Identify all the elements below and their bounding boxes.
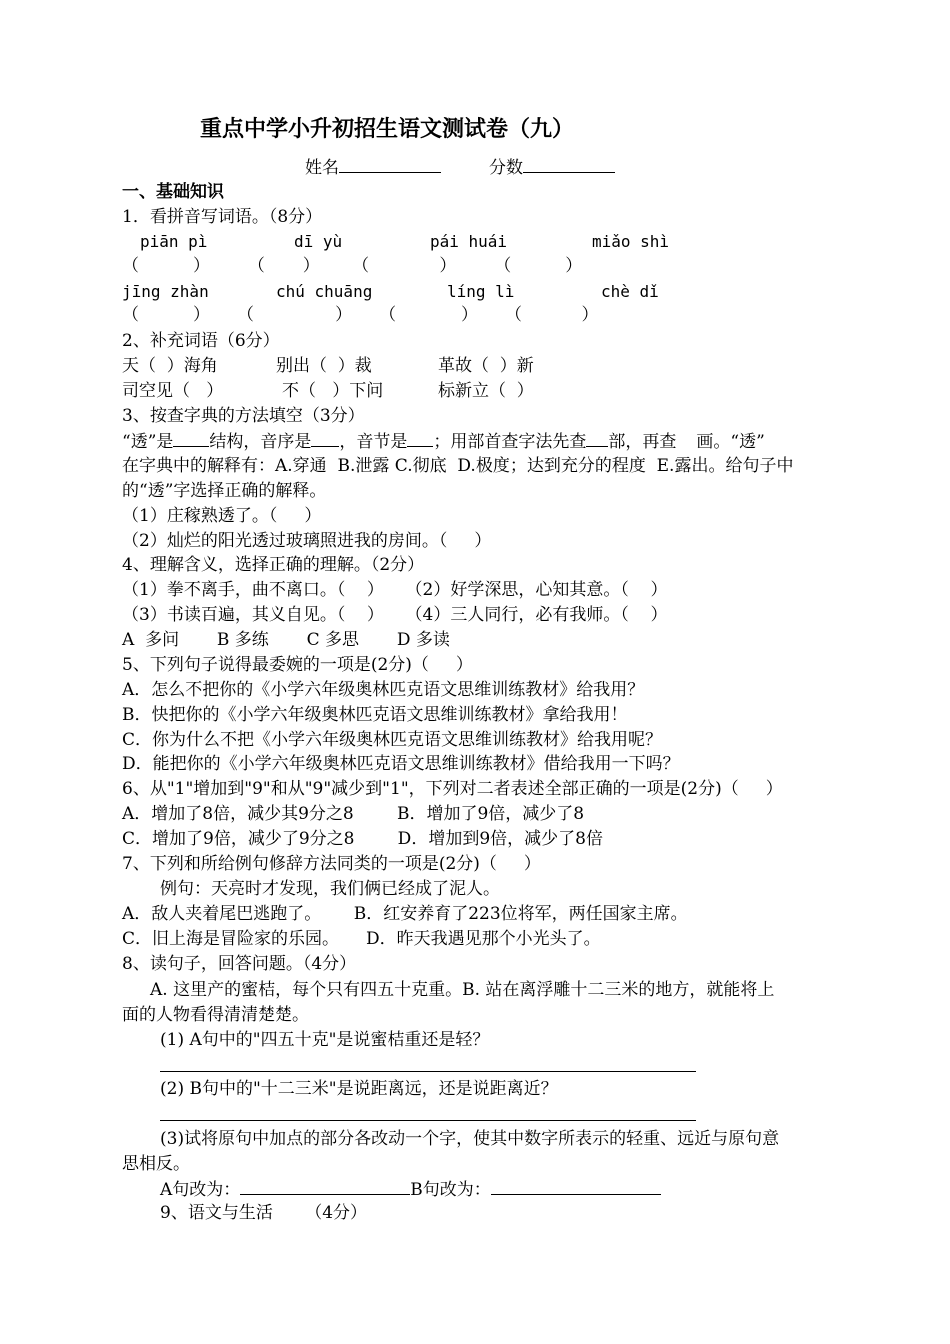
question-9-title: 9、语文与生活 （4分） xyxy=(160,1203,368,1223)
answer-blank[interactable] xyxy=(311,430,339,447)
option-c: C．你为什么不把《小学六年级奥林匹克语文思维训练教材》给我用呢？ xyxy=(122,730,663,750)
answer-line[interactable] xyxy=(160,1120,696,1121)
a-rewrite-label: A句改为： xyxy=(160,1180,241,1200)
option-row: A．增加了8倍，减少其9分之8 B．增加了9倍，减少了8 xyxy=(122,804,585,824)
question-2-title: 2、补充词语（6分） xyxy=(122,331,280,351)
answer-blank[interactable] xyxy=(407,430,433,447)
section-heading: 一、基础知识 xyxy=(122,182,224,202)
option-row: C．旧上海是冒险家的乐园。 D．昨天我遇见那个小光头了。 xyxy=(122,929,601,949)
option-b: B．快把你的《小学六年级奥林匹克语文思维训练教材》拿给我用！ xyxy=(122,705,628,725)
answer-line[interactable] xyxy=(160,1071,696,1072)
answer-parens-row[interactable]: （ ） （ ） （ ） （ ） xyxy=(122,305,599,325)
answer-blank[interactable] xyxy=(586,430,608,447)
sub-question: (3)试将原句中加点的部分各改动一个字，使其中数字所表示的轻重、远近与原句意 xyxy=(160,1129,780,1149)
question-5-title: 5、下列句子说得最委婉的一项是(2分)（ ） xyxy=(122,655,473,675)
pinyin-5: jīng zhàn xyxy=(122,282,209,301)
sub-item: （3）书读百遍，其义自见。（ ） （4）三人同行，必有我师。（ ） xyxy=(122,605,668,625)
sub-item: （2）灿烂的阳光透过玻璃照进我的房间。（ ） xyxy=(122,531,492,551)
pinyin-7: líng lì xyxy=(447,282,515,301)
name-score-line xyxy=(305,156,615,179)
answer-parens-row[interactable]: （ ） （ ） （ ） （ ） xyxy=(122,256,583,276)
option-d: D．能把你的《小学六年级奥林匹克语文思维训练教材》借给我用一下吗？ xyxy=(122,754,680,774)
question-3-line: “透”是 结构，音序是 ，音节是 ；用部首查字法先查 部，再查 画。“透” xyxy=(122,432,765,452)
pinyin-2: dī yù xyxy=(294,232,343,251)
idiom-item: 别出（ ）裁 xyxy=(276,356,372,376)
question-1-title: 1．看拼音写词语。（8分） xyxy=(122,207,323,227)
rewrite-line xyxy=(160,1178,661,1201)
sub-question: (2) B句中的"十二三米"是说距离远，还是说距离近？ xyxy=(160,1079,558,1099)
reading-text: A. 这里产的蜜桔，每个只有四五十克重。B. 站在离浮雕十二三米的地方，就能将上 xyxy=(150,980,775,1000)
pinyin-3: pái huái xyxy=(430,232,508,251)
idiom-item: 司空见（ ） xyxy=(122,381,224,401)
option-a: A．怎么不把你的《小学六年级奥林匹克语文思维训练教材》给我用？ xyxy=(122,680,645,700)
name-blank[interactable] xyxy=(339,156,441,173)
answer-blank[interactable] xyxy=(491,1178,661,1195)
b-rewrite-label: B句改为： xyxy=(410,1180,491,1200)
sub-question: 思相反。 xyxy=(122,1154,190,1174)
option-row: A．敌人夹着尾巴逃跑了。 B．红安养育了223位将军，两任国家主席。 xyxy=(122,904,688,924)
score-blank[interactable] xyxy=(523,156,615,173)
option-row: C．增加了9倍，减少了9分之8 D．增加到9倍，减少了8倍 xyxy=(122,829,603,849)
example-sentence: 例句：天亮时才发现，我们俩已经成了泥人。 xyxy=(160,879,500,899)
question-8-title: 8、读句子，回答问题。（4分） xyxy=(122,954,357,974)
idiom-item: 标新立（ ） xyxy=(438,381,534,401)
pinyin-6: chú chuāng xyxy=(276,282,373,301)
pinyin-8: chè dǐ xyxy=(601,282,659,301)
pinyin-1: piān pì xyxy=(140,232,208,251)
name-label: 姓名 xyxy=(305,158,339,178)
score-label: 分数 xyxy=(489,158,523,178)
answer-blank[interactable] xyxy=(240,1178,410,1195)
question-3-title: 3、按查字典的方法填空（3分） xyxy=(122,406,365,426)
question-3-line: 的“透”字选择正确的解释。 xyxy=(122,481,327,501)
pinyin-4: miǎo shì xyxy=(592,232,670,251)
page-title: 重点中学小升初招生语文测试卷（九） xyxy=(200,116,575,142)
question-4-title: 4、理解含义，选择正确的理解。（2分） xyxy=(122,555,425,575)
idiom-item: 天（ ）海角 xyxy=(122,356,218,376)
sub-item: （1）拳不离手，曲不离口。（ ） （2）好学深思，心知其意。（ ） xyxy=(122,580,668,600)
idiom-item: 不（ ）下问 xyxy=(282,381,384,401)
reading-text: 面的人物看得清清楚楚。 xyxy=(122,1005,309,1025)
answer-blank[interactable] xyxy=(173,430,209,447)
option-row: A 多问 B 多练 C 多思 D 多读 xyxy=(122,630,450,650)
question-3-line: 在字典中的解释有：A.穿通 B.泄露 C.彻底 D.极度；达到充分的程度 E.露出。给句子中 xyxy=(122,456,794,476)
sub-item: （1）庄稼熟透了。（ ） xyxy=(122,506,322,526)
sub-question: (1) A句中的"四五十克"是说蜜桔重还是轻？ xyxy=(160,1030,490,1050)
question-7-title: 7、下列和所给例句修辞方法同类的一项是(2分)（ ） xyxy=(122,854,541,874)
idiom-item: 革故（ ）新 xyxy=(438,356,534,376)
question-6-title: 6、从"1"增加到"9"和从"9"减少到"1"，下列对二者表述全部正确的一项是(2分)（ ） xyxy=(122,779,783,799)
